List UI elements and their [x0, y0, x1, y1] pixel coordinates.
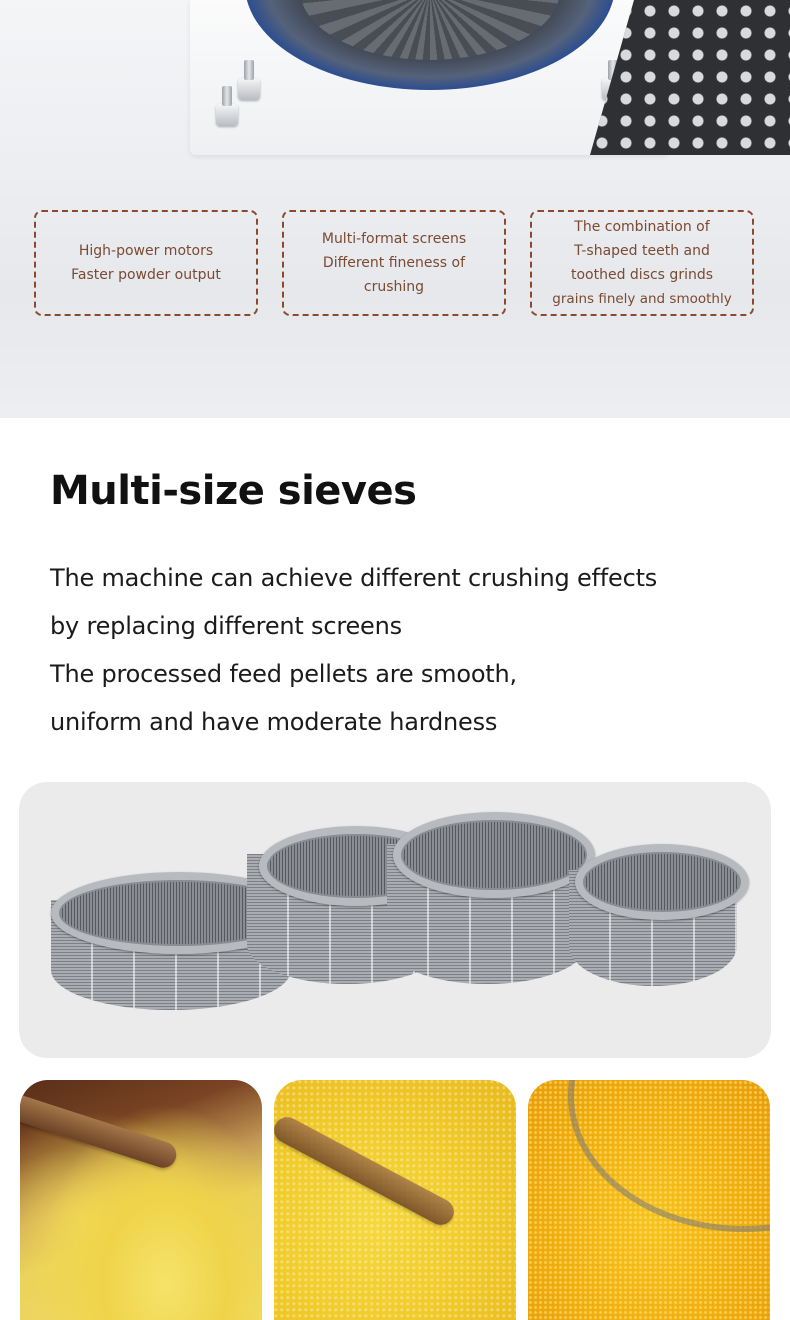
wooden-scoop-image [20, 1091, 180, 1171]
feature-text [71, 239, 221, 287]
feature-text [552, 215, 731, 311]
description-line: by replacing different screens [50, 612, 402, 640]
description-line: uniform and have moderate hardness [50, 708, 498, 736]
feature-line: Multi-format screens [321, 231, 467, 247]
bowl-edge-image [568, 1080, 770, 1232]
corn-granules-photo [528, 1080, 770, 1320]
description-line: The processed feed pellets are smooth, [50, 660, 517, 688]
feature-line: crushing [363, 279, 425, 295]
feature-line: Different fineness of [322, 255, 466, 271]
feature-card-teeth [530, 210, 754, 316]
description-line: The machine can achieve different crushing effects [50, 564, 658, 592]
hero-section [0, 0, 790, 418]
feature-line: Faster powder output [71, 267, 221, 283]
corn-flour-photo [20, 1080, 262, 1320]
sieves-image [19, 782, 771, 1058]
feature-line: toothed discs grinds [570, 267, 714, 283]
feature-card-screens [282, 210, 506, 316]
feature-line: T-shaped teeth and [574, 243, 710, 259]
feature-card-motor [34, 210, 258, 316]
feature-text [322, 227, 466, 299]
sieve-rim-image [393, 812, 595, 898]
wooden-scoop-image [274, 1113, 458, 1230]
bolt-icon [238, 78, 260, 100]
sieve-rim-image [575, 844, 749, 920]
corn-grits-photo [274, 1080, 516, 1320]
feature-line: grains finely and smoothly [552, 291, 732, 307]
bolt-icon [216, 104, 238, 126]
feature-line: High-power motors [78, 243, 214, 259]
section-title: Multi-size sieves [50, 468, 417, 514]
feature-line: The combination of [574, 219, 710, 235]
